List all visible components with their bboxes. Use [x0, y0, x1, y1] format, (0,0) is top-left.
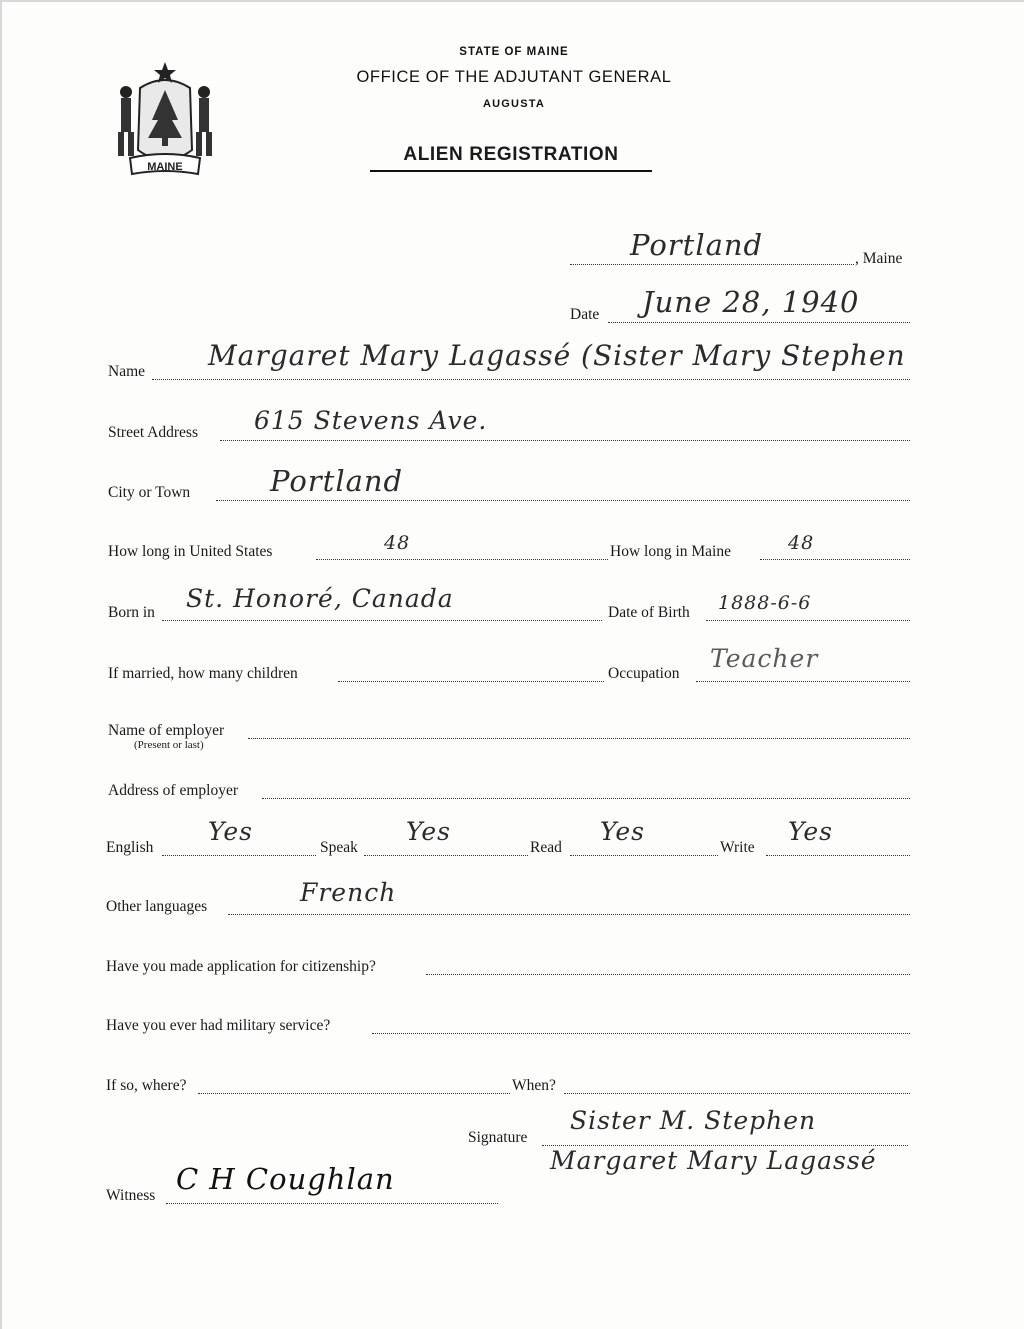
write-label: Write: [720, 839, 755, 856]
maine-years-line: [760, 559, 910, 560]
read-line: [570, 855, 718, 856]
maine-years-value: 48: [788, 532, 815, 554]
city-line: [216, 500, 910, 501]
name-label: Name: [108, 363, 146, 380]
dob-value: 1888-6-6: [718, 592, 812, 614]
english-line: [162, 855, 316, 856]
us-years-line: [316, 559, 608, 560]
state-heading: STATE OF MAINE: [459, 46, 569, 58]
write-line: [766, 855, 910, 856]
employer-address-label: Address of employer: [108, 782, 238, 799]
employer-sublabel: (Present or last): [134, 739, 204, 751]
other-languages-value: French: [300, 878, 397, 907]
city-label: City or Town: [108, 484, 191, 501]
us-years-value: 48: [384, 532, 411, 554]
employer-label: Name of employer: [108, 722, 225, 739]
speak-label: Speak: [320, 839, 358, 856]
seal-label: MAINE: [147, 161, 183, 173]
place-suffix: , Maine: [855, 250, 903, 267]
born-label: Born in: [108, 604, 155, 621]
employer-line: [248, 738, 910, 739]
city-value: Portland: [270, 464, 404, 498]
where-line: [198, 1093, 510, 1094]
form-title: ALIEN REGISTRATION: [370, 144, 652, 172]
born-line: [162, 620, 602, 621]
date-label: Date: [570, 306, 600, 323]
us-years-label: How long in United States: [108, 543, 273, 560]
date-line: [608, 322, 910, 323]
english-label: English: [106, 839, 154, 856]
citizenship-line: [426, 974, 910, 975]
place-value: Portland: [630, 228, 764, 262]
speak-value: Yes: [406, 817, 451, 846]
name-line: [152, 379, 910, 380]
witness-line: [166, 1203, 498, 1204]
place-line: [570, 264, 854, 265]
city-heading: AUGUSTA: [483, 98, 545, 110]
when-label: When?: [512, 1077, 556, 1094]
signature-label: Signature: [468, 1129, 528, 1146]
military-line: [372, 1033, 910, 1034]
other-languages-label: Other languages: [106, 898, 208, 915]
english-value: Yes: [208, 817, 253, 846]
read-label: Read: [530, 839, 562, 856]
office-heading: OFFICE OF THE ADJUTANT GENERAL: [356, 68, 672, 86]
signature-value-2: Margaret Mary Lagassé: [550, 1146, 877, 1175]
street-label: Street Address: [108, 424, 198, 441]
occupation-line: [696, 681, 910, 682]
street-value: 615 Stevens Ave.: [254, 406, 488, 435]
write-value: Yes: [788, 817, 833, 846]
born-value: St. Honoré, Canada: [186, 584, 454, 613]
witness-value: C H Coughlan: [176, 1162, 395, 1196]
occupation-value: Teacher: [710, 644, 819, 673]
children-label: If married, how many children: [108, 665, 298, 682]
street-line: [220, 440, 910, 441]
date-value: June 28, 1940: [642, 285, 860, 319]
read-value: Yes: [600, 817, 645, 846]
speak-line: [364, 855, 528, 856]
signature-value: Sister M. Stephen: [570, 1106, 817, 1135]
where-label: If so, where?: [106, 1077, 187, 1094]
military-label: Have you ever had military service?: [106, 1017, 331, 1034]
occupation-label: Occupation: [608, 665, 680, 682]
name-value: Margaret Mary Lagassé (Sister Mary Stephen: [208, 339, 906, 372]
other-languages-line: [228, 914, 910, 915]
citizenship-label: Have you made application for citizenship?: [106, 958, 376, 975]
employer-address-line: [262, 798, 910, 799]
dob-label: Date of Birth: [608, 604, 690, 621]
maine-years-label: How long in Maine: [610, 543, 731, 560]
witness-label: Witness: [106, 1187, 156, 1204]
when-line: [564, 1093, 910, 1094]
dob-line: [706, 620, 910, 621]
children-line: [338, 681, 604, 682]
